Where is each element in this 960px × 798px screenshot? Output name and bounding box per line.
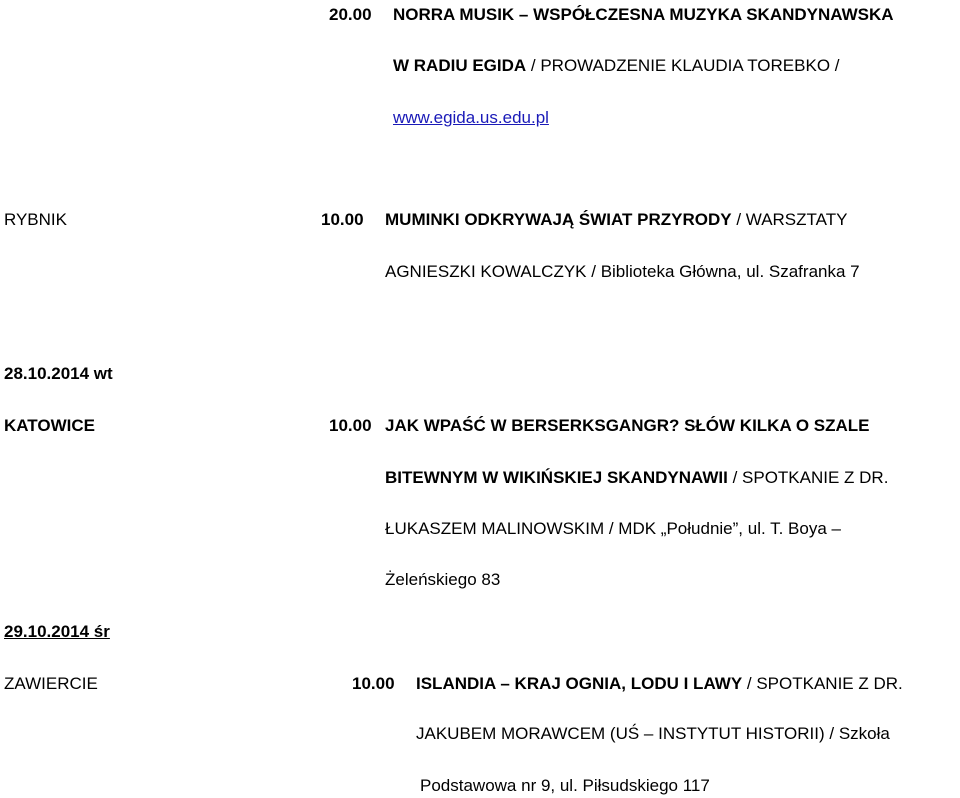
event-city: KATOWICE — [4, 416, 95, 435]
event-title-line — [385, 210, 847, 230]
event-description: JAKUBEM MORAWCEM (UŚ – INSTYTUT HISTORII) / Szkoła — [416, 724, 890, 743]
event-type: / SPOTKANIE Z DR. — [727, 468, 889, 487]
event-time: 10.00 — [329, 416, 372, 435]
event-time: 10.00 — [352, 674, 395, 693]
event-title-line — [416, 674, 903, 694]
date-heading: 29.10.2014 śr — [4, 622, 110, 641]
event-title: ISLANDIA – KRAJ OGNIA, LODU I LAWY — [416, 674, 743, 693]
event-description: ŁUKASZEM MALINOWSKIM / MDK „Południe”, ul. T. Boya – — [385, 519, 841, 538]
event-type: / SPOTKANIE Z DR. — [742, 674, 903, 693]
date-heading: 28.10.2014 wt — [4, 364, 113, 383]
event-city: ZAWIERCIE — [4, 674, 98, 693]
event-time: 10.00 — [321, 210, 364, 229]
event-venue: W RADIU EGIDA — [393, 56, 527, 75]
event-type: / WARSZTATY — [731, 210, 848, 229]
event-description — [385, 468, 888, 488]
event-title: NORRA MUSIK – WSPÓŁCZESNA MUZYKA SKANDYNAWSKA — [393, 5, 894, 24]
egida-link[interactable]: www.egida.us.edu.pl — [393, 108, 549, 127]
event-description: Podstawowa nr 9, ul. Piłsudskiego 117 — [420, 776, 710, 795]
event-time: 20.00 — [329, 5, 372, 24]
event-description — [393, 56, 840, 76]
event-description: Żeleńskiego 83 — [385, 570, 501, 589]
event-title: JAK WPAŚĆ W BERSERKSGANGR? SŁÓW KILKA O SZALE — [385, 416, 870, 435]
event-host: / PROWADZENIE KLAUDIA TOREBKO / — [526, 56, 840, 75]
event-city: RYBNIK — [4, 210, 67, 229]
event-title-cont: BITEWNYM W WIKIŃSKIEJ SKANDYNAWII — [385, 468, 728, 487]
event-description: AGNIESZKI KOWALCZYK / Biblioteka Główna, ul. Szafranka 7 — [385, 262, 860, 281]
event-title: MUMINKI ODKRYWAJĄ ŚWIAT PRZYRODY — [385, 210, 732, 229]
